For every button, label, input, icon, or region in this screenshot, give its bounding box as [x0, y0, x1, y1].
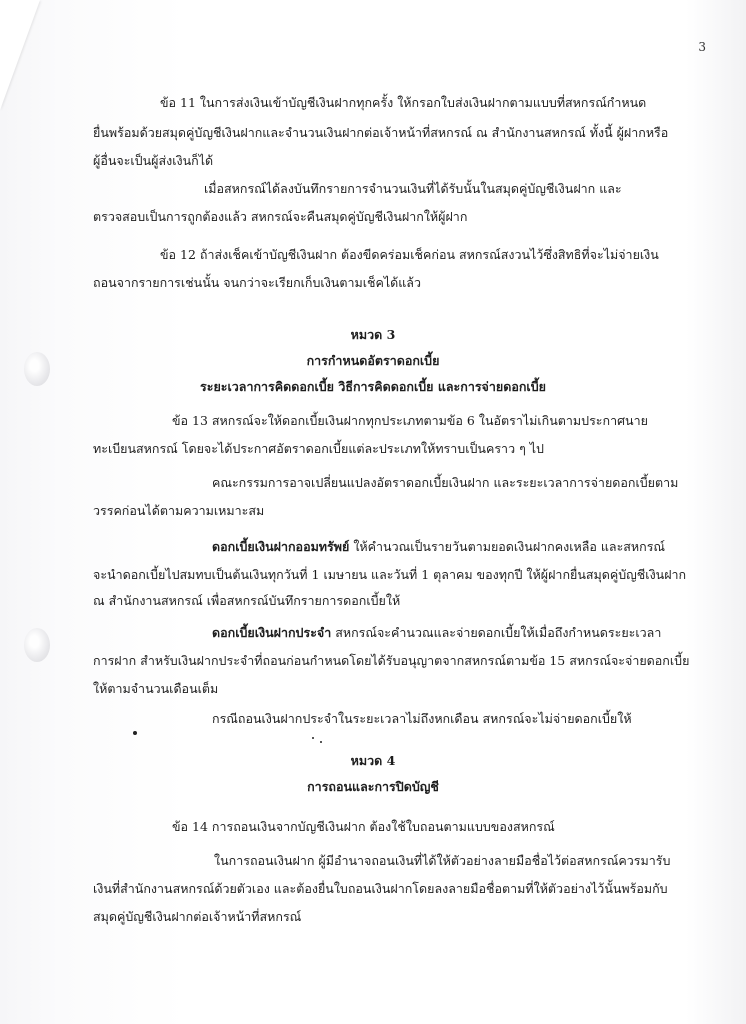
- savings-interest-line-3: ณ สำนักงานสหกรณ์ เพื่อสหกรณ์บันทึกรายการดอกเบี้ยให้: [93, 593, 401, 608]
- clause-12-line-1: ข้อ 12 ถ้าส่งเช็คเข้าบัญชีเงินฝาก ต้องขีดคร่อมเช็คก่อน สหกรณ์สงวนไว้ซึ่งสิทธิที่จะไม่จ่ายเงิน: [160, 247, 659, 262]
- clause-11-para-2-line-1: เมื่อสหกรณ์ได้ลงบันทึกรายการจำนวนเงินที่ได้รับนั้นในสมุดคู่บัญชีเงินฝาก และ: [204, 181, 622, 196]
- clause-11-line-1: ข้อ 11 ในการส่งเงินเข้าบัญชีเงินฝากทุกครั้ง ให้กรอกใบส่งเงินฝากตามแบบที่สหกรณ์กำหนด: [160, 95, 647, 110]
- clause-11-line-3: ผู้อื่นจะเป็นผู้ส่งเงินก็ได้: [93, 153, 214, 168]
- page-number: 3: [698, 40, 706, 54]
- speck: [133, 731, 137, 735]
- clause-12-line-2: ถอนจากรายการเช่นนั้น จนกว่าจะเรียกเก็บเงินตามเช็คได้แล้ว: [93, 275, 421, 290]
- fixed-interest-line-1: [212, 624, 661, 642]
- clause-14-para-2-line-2: เงินที่สำนักงานสหกรณ์ด้วยตัวเอง และต้องยื่นใบถอนเงินฝากโดยลงลายมือชื่อตามที่ให้ตัวอย่างไว้นั้นพร้อมกับ: [93, 881, 668, 896]
- fixed-interest-text: สหกรณ์จะคำนวณและจ่ายดอกเบี้ยให้เมื่อถึงกำหนดระยะเวลา: [331, 625, 662, 640]
- fixed-interest-heading: ดอกเบี้ยเงินฝากประจำ: [212, 625, 332, 640]
- clause-13-para-2-line-2: วรรคก่อนได้ตามความเหมาะสม: [93, 503, 265, 518]
- clause-13-line-1: ข้อ 13 สหกรณ์จะให้ดอกเบี้ยเงินฝากทุกประเภทตามข้อ 6 ในอัตราไม่เกินตามประกาศนาย: [172, 413, 648, 428]
- chapter-3-title-2: ระยะเวลาการคิดดอกเบี้ย วิธีการคิดดอกเบี้ย และการจ่ายดอกเบี้ย: [200, 379, 546, 394]
- savings-interest-text: ให้คำนวณเป็นรายวันตามยอดเงินฝากคงเหลือ และสหกรณ์: [349, 539, 666, 554]
- clause-13-line-2: ทะเบียนสหกรณ์ โดยจะได้ประกาศอัตราดอกเบี้ยแต่ละประเภทให้ทราบเป็นคราว ๆ ไป: [93, 441, 544, 456]
- chapter-4-title-1: การถอนและการปิดบัญชี: [307, 779, 439, 794]
- chapter-4-label: หมวด 4: [350, 753, 396, 768]
- chapter-3-label: หมวด 3: [350, 327, 396, 342]
- fixed-interest-line-2: การฝาก สำหรับเงินฝากประจำที่ถอนก่อนกำหนดโดยได้รับอนุญาตจากสหกรณ์ตามข้อ 15 สหกรณ์จะจ่ายดอกเบี้ย: [93, 653, 690, 668]
- clause-14-para-2-line-3: สมุดคู่บัญชีเงินฝากต่อเจ้าหน้าที่สหกรณ์: [93, 909, 302, 924]
- fixed-interest-line-3: ให้ตามจำนวนเดือนเต็ม: [93, 681, 219, 696]
- clause-14-para-2-line-1: ในการถอนเงินฝาก ผู้มีอำนาจถอนเงินที่ได้ให้ตัวอย่างลายมือชื่อไว้ต่อสหกรณ์ควรมารับ: [214, 853, 671, 868]
- clause-14-line-1: ข้อ 14 การถอนเงินจากบัญชีเงินฝาก ต้องใช้ใบถอนตามแบบของสหกรณ์: [172, 819, 555, 834]
- folded-corner: [0, 0, 40, 110]
- clause-11-line-2: ยื่นพร้อมด้วยสมุดคู่บัญชีเงินฝากและจำนวนเงินฝากต่อเจ้าหน้าที่สหกรณ์ ณ สำนักงานสหกรณ์ ทั้งนี้ ผู้ฝากหรือ: [93, 125, 669, 140]
- savings-interest-line-1: [212, 538, 665, 556]
- clause-13-para-2-line-1: คณะกรรมการอาจเปลี่ยนแปลงอัตราดอกเบี้ยเงินฝาก และระยะเวลาการจ่ายดอกเบี้ยตาม: [212, 475, 679, 490]
- speck: [320, 741, 322, 743]
- fixed-interest-para-2: กรณีถอนเงินฝากประจำในระยะเวลาไม่ถึงหกเดือน สหกรณ์จะไม่จ่ายดอกเบี้ยให้: [212, 711, 632, 726]
- clause-11-para-2-line-2: ตรวจสอบเป็นการถูกต้องแล้ว สหกรณ์จะคืนสมุดคู่บัญชีเงินฝากให้ผู้ฝาก: [93, 209, 468, 224]
- chapter-3-title-1: การกำหนดอัตราดอกเบี้ย: [306, 353, 440, 368]
- savings-interest-line-2: จะนำดอกเบี้ยไปสมทบเป็นต้นเงินทุกวันที่ 1 เมษายน และวันที่ 1 ตุลาคม ของทุกปี ให้ผู้ฝากยื่นสมุดคู่บัญชีเงินฝาก: [93, 567, 687, 582]
- speck: [312, 737, 314, 739]
- punch-hole-icon: [24, 628, 50, 662]
- savings-interest-heading: ดอกเบี้ยเงินฝากออมทรัพย์: [212, 539, 350, 554]
